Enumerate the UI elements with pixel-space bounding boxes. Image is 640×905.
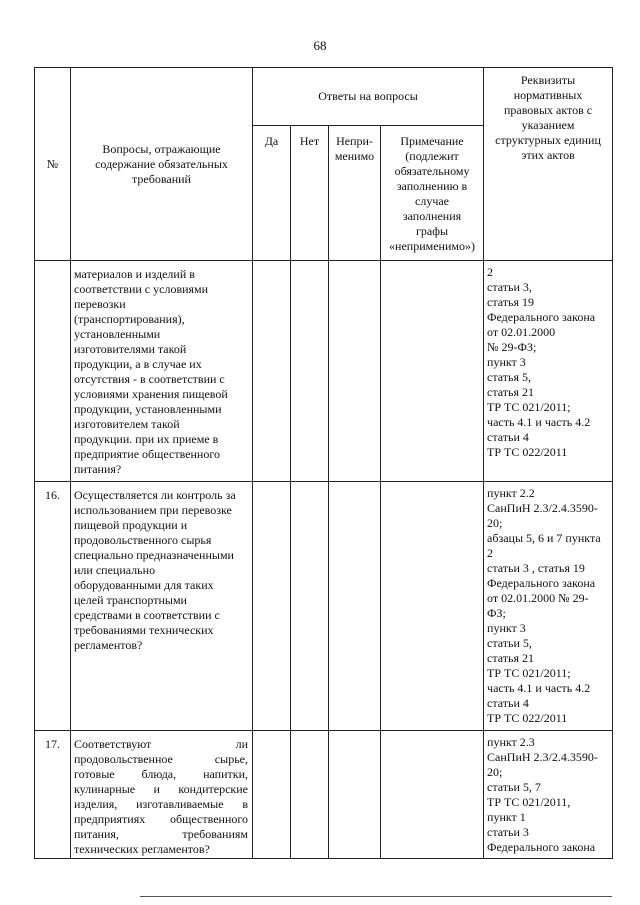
refs-line: СанПиН 2.3/2.4.3590- [487, 501, 598, 515]
answer-note-cell[interactable] [381, 482, 484, 731]
table-row [35, 482, 613, 731]
refs-line: пункт 3 [487, 621, 526, 635]
question-line: соответствии с условиями [74, 282, 209, 296]
header-refs-line: структурных единиц [495, 133, 601, 147]
question-line: специально предназначенными [74, 548, 234, 562]
question-line: пищевой продукции и [74, 518, 188, 532]
answer-yes-cell[interactable] [253, 482, 291, 731]
question-line: питания? [74, 462, 122, 476]
question-line: перевозки [74, 297, 126, 311]
row-number: 17. [35, 731, 71, 859]
refs-line: ТР ТС 021/2011, [487, 795, 571, 809]
question-line: целей транспортными [74, 593, 187, 607]
header-note-line: заполнению в [396, 179, 468, 193]
header-num: № [35, 68, 71, 261]
question-line: изделия, изготавливаемые в [74, 797, 248, 811]
refs-line: пункт 1 [487, 810, 526, 824]
refs-line: статья 19 [487, 295, 534, 309]
page-number: 68 [313, 38, 327, 53]
header-note [381, 126, 484, 261]
table-row [35, 731, 613, 859]
question-line: изготовителем такой [74, 417, 180, 431]
header-note-line: обязательному [394, 164, 470, 178]
refs-line: ТР ТС 021/2011; [487, 666, 571, 680]
row-question [71, 731, 253, 859]
refs-line: статьи 4 [487, 430, 529, 444]
refs-line: Федерального закона [487, 576, 596, 590]
row-refs [484, 482, 613, 731]
question-line: продукции, установленными [74, 402, 222, 416]
bottom-rule [140, 896, 612, 897]
header-note-line: Примечание [400, 134, 464, 148]
header-question: Вопросы, отражающие содержание обязательных требований [71, 68, 253, 261]
header-note-line: графы [415, 224, 449, 238]
header-row-1 [35, 68, 613, 126]
question-line: оборудованными для таких [74, 578, 214, 592]
refs-line: 2 [487, 265, 494, 279]
answer-na-cell[interactable] [329, 731, 381, 859]
row-question [71, 482, 253, 731]
question-line: продукции. при их приеме в [74, 432, 219, 446]
table-row [35, 261, 613, 482]
answer-no-cell[interactable] [291, 482, 329, 731]
row-number: 16. [35, 482, 71, 731]
refs-line: статьи 3 [487, 825, 529, 839]
refs-line: статьи 5, 7 [487, 780, 541, 794]
refs-line: часть 4.1 и часть 4.2 [487, 681, 591, 695]
question-line: регламентов? [74, 638, 143, 652]
question-line: продовольственного сырья [74, 533, 212, 547]
question-line: или специально [74, 563, 156, 577]
header-no: Нет [291, 126, 329, 261]
question-line: Соответствуют ли [74, 737, 248, 751]
row-number [35, 261, 71, 482]
question-line: требованиями технических [74, 623, 214, 637]
refs-line: пункт 2.3 [487, 735, 535, 749]
header-na-line: менимо [334, 149, 375, 163]
refs-line: ТР ТС 022/2011 [487, 711, 568, 725]
header-note-line: заполнения [402, 209, 462, 223]
refs-line: 20; [487, 765, 503, 779]
refs-line: от 02.01.2000 № 29- [487, 591, 589, 605]
refs-line: ТР ТС 022/2011 [487, 445, 568, 459]
answer-no-cell[interactable] [291, 731, 329, 859]
header-note-line: случае [415, 194, 450, 208]
refs-line: статьи 3 , статья 19 [487, 561, 585, 575]
header-answers: Ответы на вопросы [253, 68, 484, 126]
question-line: условиями хранения пищевой [74, 387, 228, 401]
answer-note-cell[interactable] [381, 261, 484, 482]
refs-line: Федерального закона [487, 840, 596, 854]
refs-line: 2 [487, 546, 494, 560]
question-line: кулинарные и кондитерские [74, 782, 248, 796]
question-line: готовые блюда, напитки, [74, 767, 248, 781]
question-line: (транспортирования), [74, 312, 185, 326]
refs-line: статьи 3, [487, 280, 532, 294]
row-refs [484, 731, 613, 859]
refs-line: статья 21 [487, 651, 534, 665]
header-not-applicable [329, 126, 381, 261]
answer-yes-cell[interactable] [253, 261, 291, 482]
refs-line: статьи 4 [487, 696, 529, 710]
question-line: изготовителями такой [74, 342, 187, 356]
header-refs-line: правовых актов с [503, 103, 593, 117]
question-line: предприятие общественного [74, 447, 220, 461]
refs-line: 20; [487, 516, 503, 530]
answer-note-cell[interactable] [381, 731, 484, 859]
question-line: технических регламентов? [74, 842, 210, 856]
refs-line: часть 4.1 и часть 4.2 [487, 415, 591, 429]
row-question [71, 261, 253, 482]
answer-na-cell[interactable] [329, 261, 381, 482]
answer-na-cell[interactable] [329, 482, 381, 731]
header-refs-line: нормативных [513, 88, 583, 102]
refs-line: от 02.01.2000 [487, 325, 556, 339]
question-line: предприятиях общественного [74, 812, 248, 826]
header-refs-line: этих актов [521, 148, 575, 162]
header-refs [484, 68, 613, 261]
question-line: Осуществляется ли контроль за [74, 488, 236, 502]
refs-line: Федерального закона [487, 310, 596, 324]
header-yes: Да [253, 126, 291, 261]
header-note-line: «неприменимо») [389, 239, 475, 253]
question-line: питания, требованиям [74, 827, 248, 841]
question-line: установленными [74, 327, 161, 341]
question-line: средствами в соответствии с [74, 608, 220, 622]
header-na-line: Непри- [336, 134, 373, 148]
question-line: продовольственное сырье, [74, 752, 248, 766]
refs-line: статья 5, [487, 370, 531, 384]
header-note-line: (подлежит [405, 149, 459, 163]
refs-line: ТР ТС 021/2011; [487, 400, 571, 414]
question-line: использованием при перевозке [74, 503, 232, 517]
refs-line: пункт 2.2 [487, 486, 535, 500]
question-line: отсутствия - в соответствии с [74, 372, 225, 386]
checklist-table [34, 67, 613, 859]
refs-line: абзацы 5, 6 и 7 пункта [487, 531, 601, 545]
refs-line: статьи 5, [487, 636, 532, 650]
answer-yes-cell[interactable] [253, 731, 291, 859]
refs-line: статья 21 [487, 385, 534, 399]
row-refs [484, 261, 613, 482]
refs-line: пункт 3 [487, 355, 526, 369]
question-line: продукции, а в случае их [74, 357, 202, 371]
refs-line: СанПиН 2.3/2.4.3590- [487, 750, 598, 764]
header-refs-line: Реквизиты [520, 73, 576, 87]
header-refs-line: указанием [521, 118, 575, 132]
refs-line: ФЗ; [487, 606, 506, 620]
refs-line: № 29-ФЗ; [487, 340, 537, 354]
answer-no-cell[interactable] [291, 261, 329, 482]
question-line: материалов и изделий в [74, 267, 195, 281]
